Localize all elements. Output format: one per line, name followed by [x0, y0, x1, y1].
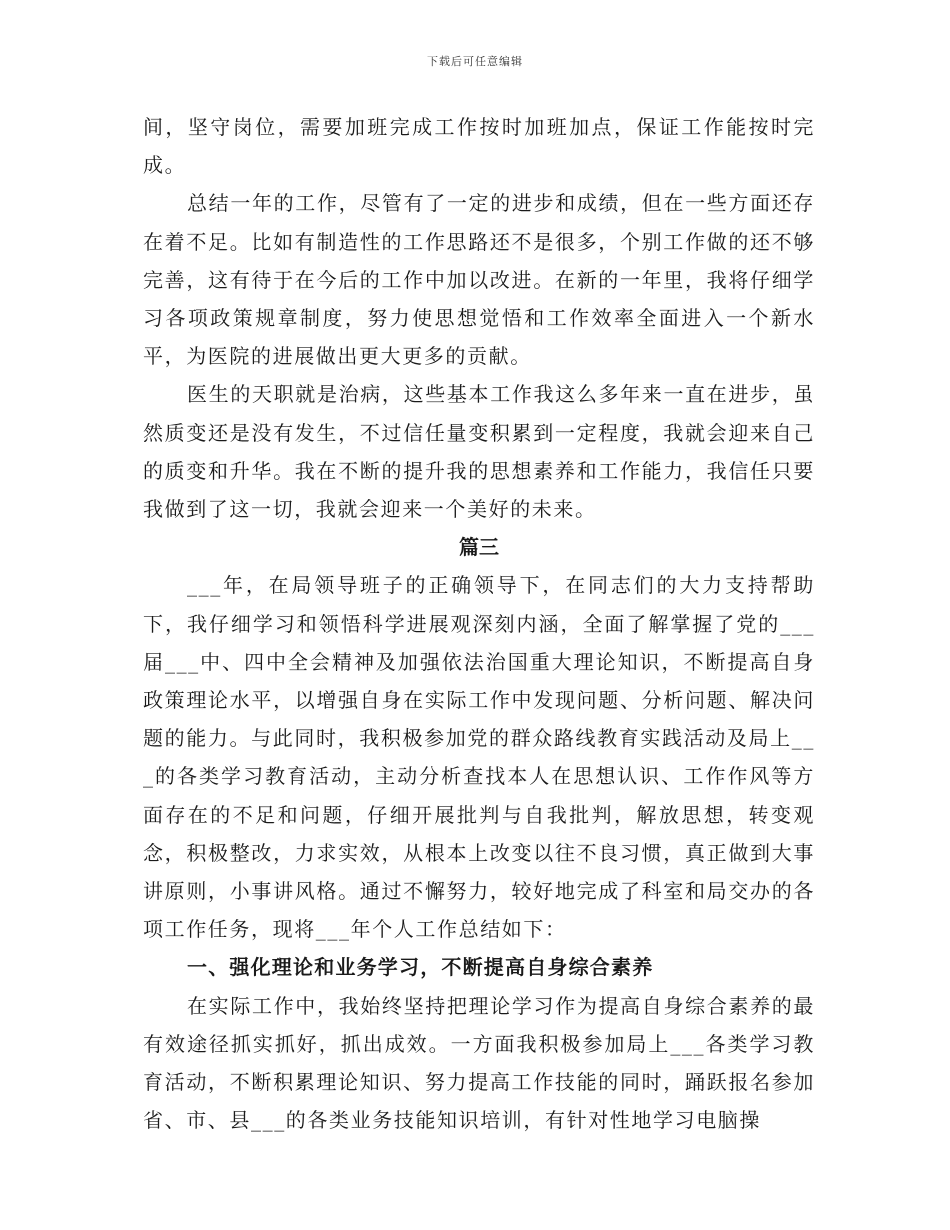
- paragraph-2: 总结一年的工作，尽管有了一定的进步和成绩，但在一些方面还存在着不足。比如有制造性的工作思路还不是很多，个别工作做的还不够完善，这有待于在今后的工作中加以改进。在新的一年里，我将仔细学习各项政策规章制度，努力使思想觉悟和工作效率全面进入一个新水平，为医院的进展做出更大更多的贡献。: [143, 191, 815, 369]
- page-header: 下载后可任意编辑: [427, 55, 523, 68]
- section-title: 篇三: [459, 535, 499, 560]
- sub-heading-1: 一、强化理论和业务学习，不断提高自身综合素养: [187, 955, 654, 980]
- paragraph-3: 医生的天职就是治病，这些基本工作我这么多年来一直在进步，虽然质变还是没有发生，不过信任量变积累到一定程度，我就会迎来自己的质变和升华。我在不断的提升我的思想素养和工作能力，我信任只要我做到了这一切，我就会迎来一个美好的未来。: [143, 382, 815, 522]
- paragraph-4: ___年，在局领导班子的正确领导下，在同志们的大力支持帮助下，我仔细学习和领悟科学进展观深刻内涵，全面了解掌握了党的___届___中、四中全会精神及加强依法治国重大理论知识，不断提高自身政策理论水平，以增强自身在实际工作中发现问题、分析问题、解决问题的能力。与此同时，我积极参加党的群众路线教育实践活动及局上___的各类学习教育活动，主动分析查找本人在思想认识、工作作风等方面存在的不足和问题，仔细开展批判与自我批判，解放思想，转变观念，积极整改，力求实效，从根本上改变以往不良习惯，真正做到大事讲原则，小事讲风格。通过不懈努力，较好地完成了科室和局交办的各项工作任务，现将___年个人工作总结如下：: [143, 573, 815, 942]
- paragraph-5: 在实际工作中，我始终坚持把理论学习作为提高自身综合素养的最有效途径抓实抓好，抓出成效。一方面我积极参加局上___各类学习教育活动，不断积累理论知识、努力提高工作技能的同时，踊跃报名参加省、市、县___的各类业务技能知识培训，有针对性地学习电脑操: [143, 993, 815, 1133]
- paragraph-1: 间，坚守岗位，需要加班完成工作按时加班加点，保证工作能按时完成。: [143, 115, 815, 178]
- document-body: [143, 108, 815, 1139]
